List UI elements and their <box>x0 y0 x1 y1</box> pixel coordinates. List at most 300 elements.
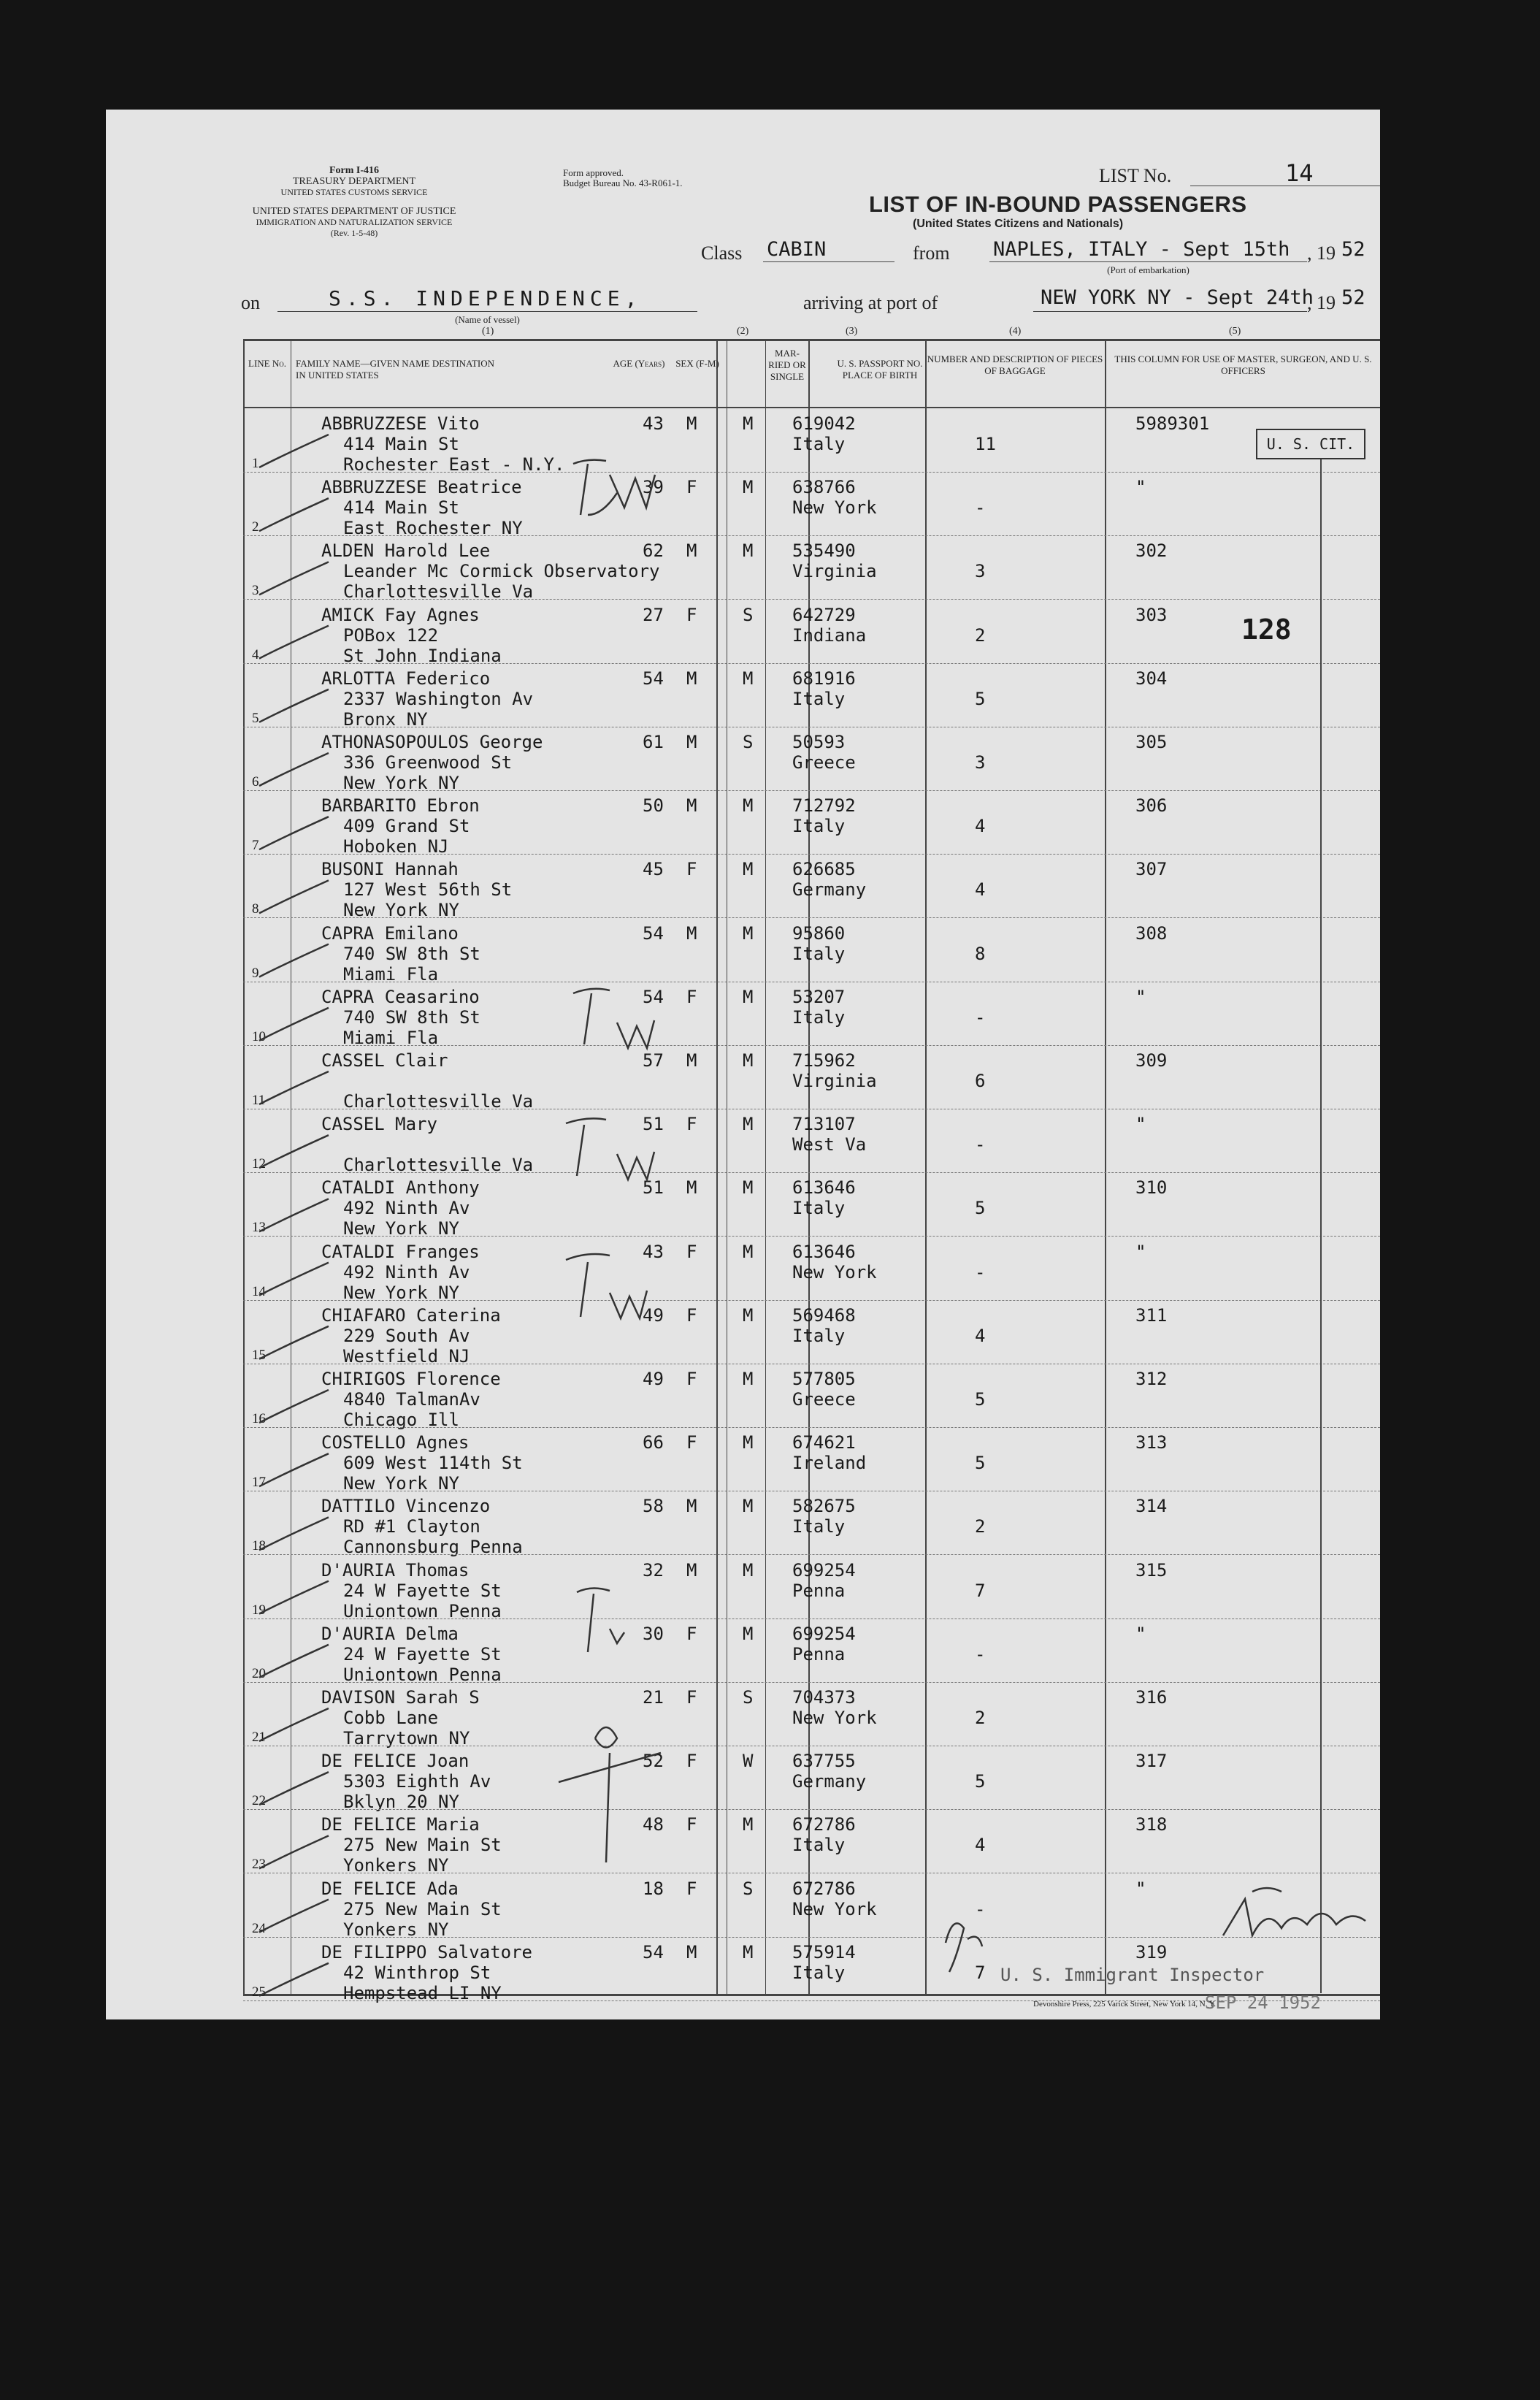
place-of-birth: New York <box>792 1261 877 1283</box>
address-line-2: Tarrytown NY <box>343 1728 470 1749</box>
passenger-name: DE FELICE Ada <box>321 1878 459 1899</box>
passenger-name: ABBRUZZESE Beatrice <box>321 477 522 498</box>
address-line-2: Rochester East - N.Y. <box>343 454 565 475</box>
address-line-1: 609 West 114th St <box>343 1453 523 1474</box>
address-line-2: New York NY <box>343 773 459 793</box>
line-number: 16 <box>252 1411 266 1426</box>
marital-status: M <box>743 1304 754 1326</box>
place-of-birth: Italy <box>792 688 846 709</box>
address-line-2: Uniontown Penna <box>343 1664 502 1685</box>
place-of-birth: Italy <box>792 943 846 964</box>
address-line-1: 492 Ninth Av <box>343 1261 470 1283</box>
line-number: 21 <box>252 1730 266 1745</box>
from-rule <box>989 261 1307 262</box>
marital-status: M <box>743 1114 754 1135</box>
line-number: 1 <box>252 456 259 471</box>
baggage-count: 3 <box>975 561 986 582</box>
passport-number: 577805 <box>792 1369 856 1389</box>
address-line-2: Charlottesville Va <box>343 581 534 603</box>
officer-number: 303 <box>1135 604 1168 625</box>
age: 57 <box>643 1050 664 1071</box>
passport-number: 582675 <box>792 1496 856 1517</box>
us-citizen-stamp-text: U. S. CIT. <box>1266 435 1355 453</box>
budget-bureau-text: Budget Bureau No. 43-R061-1. <box>563 177 683 188</box>
officer-number: " <box>1135 986 1146 1007</box>
sex: M <box>686 413 697 434</box>
line-number: 22 <box>252 1793 266 1809</box>
line-number: 10 <box>252 1028 266 1044</box>
marital-status: S <box>743 732 754 752</box>
passport-number: 699254 <box>792 1559 856 1581</box>
passport-number: 672786 <box>792 1814 856 1835</box>
line-number: 7 <box>252 838 259 854</box>
line-number: 11 <box>252 1093 266 1108</box>
passenger-name: COSTELLO Agnes <box>321 1432 470 1453</box>
line-number: 8 <box>252 901 259 917</box>
age: 62 <box>643 540 664 562</box>
age: 43 <box>643 1241 664 1262</box>
officer-number: " <box>1135 1241 1146 1262</box>
sex: F <box>686 1814 697 1835</box>
officer-number: 307 <box>1135 859 1168 880</box>
age: 52 <box>643 1751 664 1772</box>
line-number: 23 <box>252 1857 266 1873</box>
column-number-5: (5) <box>1229 326 1241 337</box>
address-line-2: Charlottesville Va <box>343 1091 534 1112</box>
address-line-1: 409 Grand St <box>343 816 470 837</box>
passenger-name: AMICK Fay Agnes <box>321 604 480 625</box>
passenger-name: BARBARITO Ebron <box>321 795 480 817</box>
marital-status: M <box>743 859 754 880</box>
age: 54 <box>643 668 664 689</box>
marital-status: M <box>743 1559 754 1581</box>
sex: M <box>686 922 697 944</box>
marital-status: M <box>743 1241 754 1262</box>
age: 30 <box>643 1623 664 1644</box>
address-line-1: 24 W Fayette St <box>343 1643 502 1665</box>
address-line-2: East Rochester NY <box>343 518 523 539</box>
place-of-birth: Italy <box>792 1198 846 1219</box>
passenger-name: CATALDI Anthony <box>321 1177 480 1199</box>
place-of-birth: Italy <box>792 434 846 454</box>
address-line-2: Miami Fla <box>343 963 439 985</box>
line-number: 20 <box>252 1665 266 1681</box>
manifest-title: LIST OF IN-BOUND PASSENGERS <box>869 191 1247 217</box>
passport-number: 50593 <box>792 732 846 752</box>
customs-service: UNITED STATES CUSTOMS SERVICE <box>280 187 428 197</box>
baggage-count: 5 <box>975 688 986 709</box>
address-line-2: Hempstead LI NY <box>343 1982 502 2003</box>
place-of-birth: Italy <box>792 1516 846 1537</box>
passenger-name: ALDEN Harold Lee <box>321 540 491 562</box>
address-line-1: 275 New Main St <box>343 1898 502 1919</box>
marital-status: M <box>743 922 754 944</box>
header-marital-status: MAR-RIED OR SINGLE <box>768 348 806 382</box>
address-line-1: RD #1 Clayton <box>343 1516 480 1537</box>
baggage-count: 11 <box>975 434 996 454</box>
line-number: 9 <box>252 965 259 981</box>
table-row <box>106 1556 1380 1619</box>
marital-status: M <box>743 1432 754 1453</box>
officer-number: 315 <box>1135 1559 1168 1581</box>
address-line-2: New York NY <box>343 900 459 921</box>
header-passport-birthplace: U. S. PASSPORT NO. PLACE OF BIRTH <box>837 358 923 381</box>
address-line-1: 336 Greenwood St <box>343 752 513 773</box>
date-stamp: SEP 24 1952 <box>1205 1992 1321 2013</box>
sex: M <box>686 1496 697 1517</box>
sex: F <box>686 604 697 625</box>
age: 32 <box>643 1559 664 1581</box>
passport-number: 637755 <box>792 1751 856 1772</box>
place-of-birth: Greece <box>792 752 856 773</box>
baggage-count: 5 <box>975 1453 986 1474</box>
line-number: 18 <box>252 1538 266 1554</box>
vessel-name: S.S. INDEPENDENCE, <box>329 286 643 310</box>
line-number: 17 <box>252 1475 266 1491</box>
sex: F <box>686 477 697 498</box>
passenger-manifest-page <box>106 110 1380 2019</box>
baggage-count: 6 <box>975 1071 986 1091</box>
passenger-name: CASSEL Mary <box>321 1114 437 1135</box>
table-row <box>106 791 1380 855</box>
baggage-count: 5 <box>975 1198 986 1219</box>
marital-status: M <box>743 1814 754 1835</box>
address-line-2: Yonkers NY <box>343 1855 449 1876</box>
baggage-count: 5 <box>975 1389 986 1410</box>
passport-number: 569468 <box>792 1304 856 1326</box>
passport-number: 613646 <box>792 1241 856 1262</box>
on-label: on <box>241 292 260 313</box>
sex: F <box>686 1432 697 1453</box>
passenger-name: CASSEL Clair <box>321 1050 448 1071</box>
column-number-2: (2) <box>737 326 749 337</box>
table-row <box>106 982 1380 1046</box>
marital-status: M <box>743 1050 754 1071</box>
manifest-subtitle: (United States Citizens and Nationals) <box>913 218 1124 230</box>
baggage-count: - <box>975 1898 986 1919</box>
line-number: 12 <box>252 1156 266 1172</box>
address-line-1: Cobb Lane <box>343 1708 439 1728</box>
line-number: 24 <box>252 1920 266 1936</box>
table-row <box>106 1301 1380 1367</box>
age: 39 <box>643 477 664 498</box>
table-top-rule <box>243 339 1380 341</box>
line-number: 3 <box>252 583 259 599</box>
justice-department: UNITED STATES DEPARTMENT OF JUSTICE <box>252 206 456 217</box>
sex: M <box>686 1177 697 1199</box>
sex: M <box>686 795 697 817</box>
passport-number: 712792 <box>792 795 856 817</box>
header-name-destination: FAMILY NAME—GIVEN NAME DESTINATION IN UNITED STATES <box>296 358 495 381</box>
age: 49 <box>643 1369 664 1389</box>
address-line-2: Chicago Ill <box>343 1410 459 1430</box>
officer-number: 317 <box>1135 1751 1168 1772</box>
age: 54 <box>643 986 664 1007</box>
address-line-2: Miami Fla <box>343 1027 439 1048</box>
table-row <box>106 1173 1380 1237</box>
officer-number: 302 <box>1135 540 1168 562</box>
age: 61 <box>643 732 664 752</box>
passenger-name: DATTILO Vincenzo <box>321 1496 491 1517</box>
sex: F <box>686 1878 697 1899</box>
sex: M <box>686 1050 697 1071</box>
line-number: 13 <box>252 1220 266 1236</box>
sex: M <box>686 732 697 752</box>
table-row <box>106 1810 1380 1876</box>
age: 18 <box>643 1878 664 1899</box>
age: 27 <box>643 604 664 625</box>
passenger-name: D'AURIA Delma <box>321 1623 459 1644</box>
address-line-1: Leander Mc Cormick Observatory <box>343 561 660 582</box>
us-citizen-stamp <box>1256 429 1365 459</box>
baggage-count: 2 <box>975 1516 986 1537</box>
baggage-count: 4 <box>975 879 986 901</box>
revision-date: (Rev. 1-5-48) <box>330 228 378 238</box>
marital-status: S <box>743 1878 754 1899</box>
address-line-2: Westfield NJ <box>343 1345 470 1367</box>
form-approved-text: Form approved. <box>563 167 624 178</box>
line-number: 14 <box>252 1283 266 1299</box>
arriving-label: arriving at port of <box>803 292 938 313</box>
officer-number: 306 <box>1135 795 1168 817</box>
address-line-2: New York NY <box>343 1473 459 1494</box>
arrival-rule <box>1033 311 1307 312</box>
sex: M <box>686 668 697 689</box>
marital-status: M <box>743 986 754 1007</box>
passport-number: 619042 <box>792 413 856 434</box>
sex: F <box>686 859 697 880</box>
passenger-name: ABBRUZZESE Vito <box>321 413 480 434</box>
inspector-title: U. S. Immigrant Inspector <box>1000 1965 1265 1985</box>
sex: F <box>686 1304 697 1326</box>
officer-number: 5989301 <box>1135 413 1210 434</box>
officer-number: 308 <box>1135 922 1168 944</box>
sex: F <box>686 1623 697 1644</box>
line-number: 5 <box>252 710 259 726</box>
table-row <box>106 1109 1380 1176</box>
address-line-1: 5303 Eighth Av <box>343 1771 491 1792</box>
passport-number: 674621 <box>792 1432 856 1453</box>
sex: F <box>686 1369 697 1389</box>
line-number: 2 <box>252 519 259 535</box>
table-row <box>106 473 1380 539</box>
place-of-birth: Greece <box>792 1389 856 1410</box>
sex: F <box>686 1114 697 1135</box>
age: 43 <box>643 413 664 434</box>
passenger-name: CATALDI Franges <box>321 1241 480 1262</box>
passenger-name: CHIRIGOS Florence <box>321 1369 501 1389</box>
address-line-2: Cannonsburg Penna <box>343 1537 523 1558</box>
place-of-birth: Indiana <box>792 624 867 646</box>
age: 45 <box>643 859 664 880</box>
age: 54 <box>643 922 664 944</box>
from-year-prefix: , 19 <box>1307 242 1336 264</box>
table-row <box>106 1237 1380 1301</box>
age: 21 <box>643 1687 664 1708</box>
passenger-name: ARLOTTA Federico <box>321 668 491 689</box>
passport-number: 681916 <box>792 668 856 689</box>
sex: M <box>686 1941 697 1963</box>
officer-number: " <box>1135 1114 1146 1135</box>
column-number-1: (1) <box>482 326 494 337</box>
header-sex: SEX (F-M) <box>675 358 719 369</box>
baggage-count: 3 <box>975 752 986 773</box>
place-of-birth: Germany <box>792 1771 867 1792</box>
officer-number: 310 <box>1135 1177 1168 1199</box>
vessel-note: (Name of vessel) <box>455 314 520 325</box>
passenger-name: ATHONASOPOULOS George <box>321 732 543 752</box>
arrival-year-prefix: , 19 <box>1307 292 1336 313</box>
class-value: CABIN <box>767 238 827 261</box>
margin-count: 128 <box>1241 614 1292 646</box>
line-number: 25 <box>252 1984 266 2000</box>
table-row <box>106 1683 1380 1749</box>
vessel-rule <box>277 311 697 312</box>
passport-number: 626685 <box>792 859 856 880</box>
officer-number: 314 <box>1135 1496 1168 1517</box>
baggage-count: - <box>975 1006 986 1028</box>
marital-status: M <box>743 477 754 498</box>
address-line-2: St John Indiana <box>343 645 502 666</box>
address-line-1: 2337 Washington Av <box>343 688 534 709</box>
address-line-1: 414 Main St <box>343 434 459 454</box>
sex: F <box>686 1241 697 1262</box>
from-year: 52 <box>1341 238 1365 261</box>
place-of-birth: Penna <box>792 1643 846 1665</box>
address-line-1: 740 SW 8th St <box>343 943 480 964</box>
table-row <box>106 1491 1380 1558</box>
passport-number: 638766 <box>792 477 856 498</box>
address-line-2: New York NY <box>343 1218 459 1239</box>
address-line-1: POBox 122 <box>343 624 439 646</box>
place-of-birth: Italy <box>792 1962 846 1983</box>
marital-status: S <box>743 604 754 625</box>
baggage-count: - <box>975 1643 986 1665</box>
officer-number: 318 <box>1135 1814 1168 1835</box>
place-of-birth: Germany <box>792 879 867 901</box>
address-line-1: 4840 TalmanAv <box>343 1389 480 1410</box>
passenger-name: DE FILIPPO Salvatore <box>321 1941 532 1963</box>
place-of-birth: New York <box>792 1898 877 1919</box>
form-agency-block <box>241 165 467 198</box>
passport-number: 715962 <box>792 1050 856 1071</box>
age: 54 <box>643 1941 664 1963</box>
passport-number: 613646 <box>792 1177 856 1199</box>
passport-number: 704373 <box>792 1687 856 1708</box>
address-line-1: 275 New Main St <box>343 1835 502 1856</box>
officer-number: " <box>1135 1878 1146 1899</box>
address-line-1: 24 W Fayette St <box>343 1580 502 1601</box>
baggage-count: - <box>975 497 986 519</box>
sex: F <box>686 986 697 1007</box>
place-of-birth: Penna <box>792 1580 846 1601</box>
verification-line <box>1320 459 1322 1993</box>
address-line-1: 42 Winthrop St <box>343 1962 491 1983</box>
address-line-1: 740 SW 8th St <box>343 1006 480 1028</box>
address-line-1: 492 Ninth Av <box>343 1198 470 1219</box>
marital-status: M <box>743 540 754 562</box>
immigration-service: IMMIGRATION AND NATURALIZATION SERVICE <box>256 217 453 227</box>
table-row <box>106 1746 1380 1813</box>
form-number: Form I-416 <box>329 165 380 176</box>
address-line-2: Bklyn 20 NY <box>343 1792 459 1813</box>
header-baggage: NUMBER AND DESCRIPTION OF PIECES OF BAGGAGE <box>927 353 1103 376</box>
officer-number: 316 <box>1135 1687 1168 1708</box>
marital-status: M <box>743 668 754 689</box>
line-number: 15 <box>252 1347 266 1363</box>
officer-number: 305 <box>1135 732 1168 752</box>
place-of-birth: Ireland <box>792 1453 867 1474</box>
arrival-year: 52 <box>1341 286 1365 309</box>
sex: F <box>686 1687 697 1708</box>
passport-number: 575914 <box>792 1941 856 1963</box>
table-row <box>106 536 1380 603</box>
marital-status: M <box>743 1369 754 1389</box>
passport-number: 535490 <box>792 540 856 562</box>
place-of-birth: Virginia <box>792 561 877 582</box>
table-row <box>106 1046 1380 1112</box>
sex: M <box>686 1559 697 1581</box>
address-line-1: 414 Main St <box>343 497 459 519</box>
marital-status: M <box>743 795 754 817</box>
age: 48 <box>643 1814 664 1835</box>
place-of-birth: West Va <box>792 1134 867 1155</box>
place-of-birth: Italy <box>792 1325 846 1346</box>
place-of-birth: Italy <box>792 816 846 837</box>
address-line-1: 229 South Av <box>343 1325 470 1346</box>
from-label: from <box>913 242 950 264</box>
printer-imprint: Devonshire Press, 225 Varick Street, New York 14, N. Y. <box>1033 2000 1217 2009</box>
place-of-birth: New York <box>792 497 877 519</box>
marital-status: M <box>743 413 754 434</box>
place-of-birth: Italy <box>792 1835 846 1856</box>
marital-status: M <box>743 1941 754 1963</box>
baggage-count: 7 <box>975 1962 986 1983</box>
baggage-count: 4 <box>975 816 986 837</box>
table-row <box>106 409 1380 473</box>
passport-number: 642729 <box>792 604 856 625</box>
line-number: 19 <box>252 1602 266 1618</box>
passenger-name: DE FELICE Joan <box>321 1751 470 1772</box>
table-row <box>106 1619 1380 1683</box>
class-label: Class <box>701 242 743 264</box>
officer-number: 319 <box>1135 1941 1168 1963</box>
header-age: AGE (Years) <box>613 358 665 369</box>
officer-number: 311 <box>1135 1304 1168 1326</box>
place-of-birth: Virginia <box>792 1071 877 1091</box>
class-rule <box>763 261 894 262</box>
baggage-count: 8 <box>975 943 986 964</box>
baggage-count: 7 <box>975 1580 986 1601</box>
passenger-name: CAPRA Emilano <box>321 922 459 944</box>
passenger-name: DE FELICE Maria <box>321 1814 480 1835</box>
table-row <box>106 664 1380 730</box>
table-row <box>106 1428 1380 1494</box>
table-row <box>106 919 1380 985</box>
list-number-label: LIST No. <box>1099 165 1172 186</box>
officer-number: " <box>1135 477 1146 498</box>
passport-number: 699254 <box>792 1623 856 1644</box>
passenger-name: CHIAFARO Caterina <box>321 1304 501 1326</box>
header-line-no: LINE No. <box>248 358 286 369</box>
table-row <box>106 600 1380 664</box>
passport-number: 672786 <box>792 1878 856 1899</box>
sex: M <box>686 540 697 562</box>
passenger-name: CAPRA Ceasarino <box>321 986 480 1007</box>
marital-status: M <box>743 1177 754 1199</box>
address-line-1: 127 West 56th St <box>343 879 513 901</box>
port-of-embarkation: NAPLES, ITALY - Sept 15th <box>993 238 1290 261</box>
